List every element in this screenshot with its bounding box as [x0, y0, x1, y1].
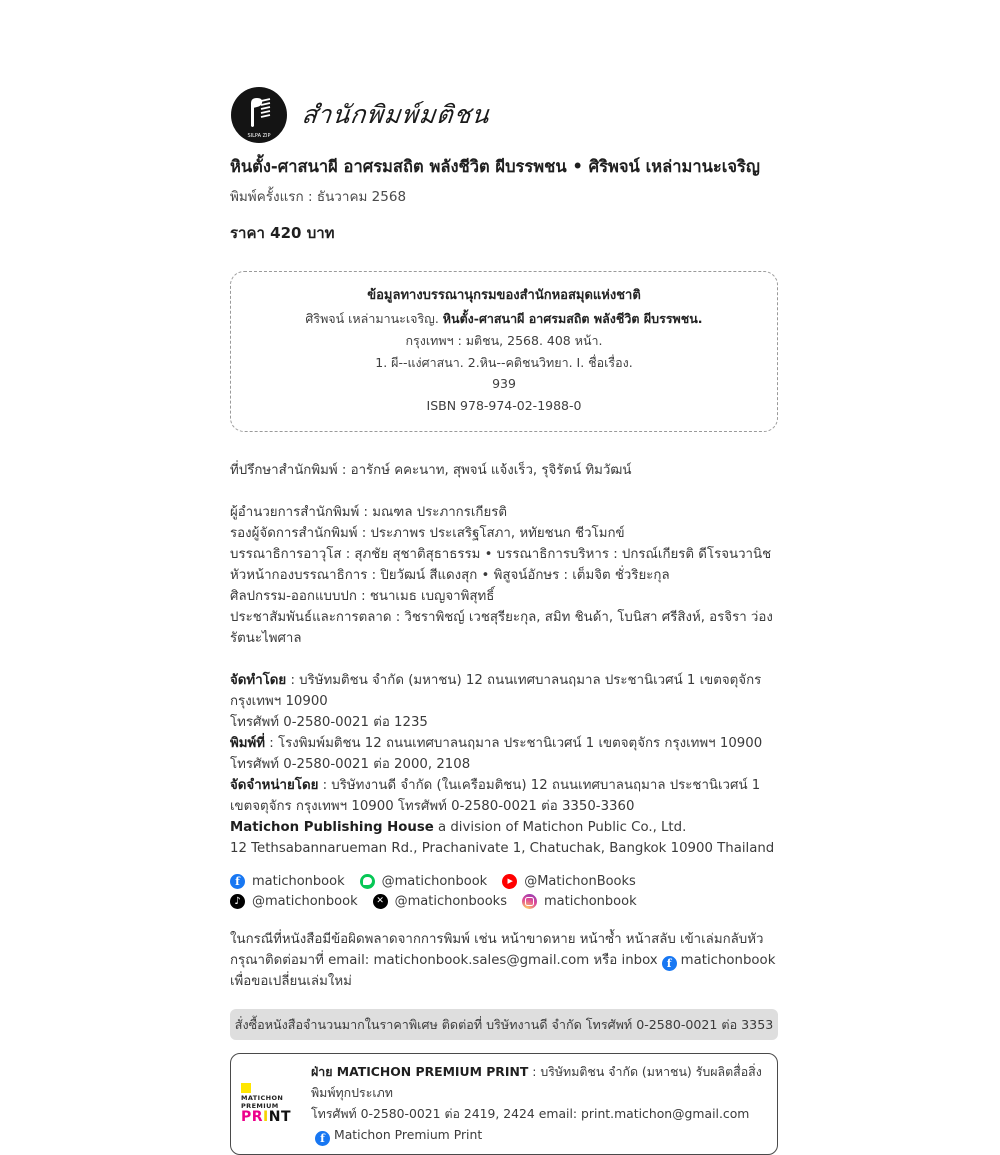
production-block [230, 670, 778, 859]
instagram-handle: matichonbook [544, 893, 637, 909]
premium-facebook-handle: Matichon Premium Print [334, 1127, 483, 1143]
chief-editor-line: หัวหน้ากองบรรณาธิการ : ปิยวัฒน์ สีแดงสุก • พิสูจน์อักษร : เต็มจิต ชั่วริยะกุล [230, 568, 670, 584]
x-twitter-icon [373, 894, 388, 909]
imprint-page [230, 84, 778, 1155]
made-by-line [230, 670, 778, 712]
social-handles [230, 871, 778, 911]
facebook-icon [662, 956, 677, 971]
social-row-1 [230, 871, 778, 891]
printed-at-rest: : โรงพิมพ์มติชน 12 ถนนเทศบาลนฤมาล ประชานิเวศน์ 1 เขตจตุจักร กรุงเทพฯ 10900 [265, 736, 763, 752]
premium-logo-line1: MATICHON [241, 1093, 284, 1102]
youtube-icon [502, 874, 517, 889]
matichon-silpa-logo-icon [230, 86, 288, 144]
director-line: ผู้อำนวยการสำนักพิมพ์ : มณฑล ประภากรเกียรติ [230, 505, 508, 521]
svg-text:SILPA ZIP: SILPA ZIP [247, 133, 271, 139]
printed-at-label: พิมพ์ที่ [230, 736, 266, 752]
pr-marketing-line: ประชาสัมพันธ์และการตลาด : วิชราพิชญ์ เวชสุรียะกุล, สมิท ชินด้า, โบนิสา ศรีสิงห์, อรจิรา ว่องรัตนะไพศาล [230, 610, 773, 647]
youtube-handle: @MatichonBooks [524, 873, 636, 889]
house-en-rest: a division of Matichon Public Co., Ltd. [433, 820, 687, 836]
printed-at-line [230, 733, 778, 754]
premium-line-1 [311, 1061, 765, 1103]
price-line: ราคา 420 บาท [230, 224, 335, 242]
distributor-rest: : บริษัทงานดี จำกัด (ในเครือมติชน) 12 ถนนเทศบาลนฤมาล ประชานิเวศน์ 1 [318, 778, 761, 794]
distributor-line2: เขตจตุจักร กรุงเทพฯ 10900 โทรศัพท์ 0-2580-0021 ต่อ 3350-3360 [230, 799, 635, 815]
distributor-line [230, 775, 778, 796]
book-title: หินตั้ง-ศาสนาผี อาศรมสถิต พลังชีวิต ผีบรรพชน • ศิริพจน์ เหล่ามานะเจริญ [230, 157, 760, 176]
errata-line-2 [230, 950, 778, 992]
premium-line1-label: ฝ่าย MATICHON PREMIUM PRINT [311, 1064, 529, 1080]
cip-isbn: ISBN 978-974-02-1988-0 [426, 398, 582, 414]
errata-facebook-handle: matichonbook [680, 953, 776, 969]
staff-block [230, 502, 778, 649]
cip-subjects: 1. ผี--แง่ศาสนา. 2.หิน--คติชนวิทยา. I. ชื่อเรื่อง. [375, 354, 633, 370]
cip-header: ข้อมูลทางบรรณานุกรมของสำนักหอสมุดแห่งชาติ [367, 288, 641, 303]
address-en-line: 12 Tethsabannarueman Rd., Prachanivate 1, Chatuchak, Bangkok 10900 Thailand [230, 841, 775, 857]
premium-print-box [230, 1053, 778, 1155]
premium-line2-pre: โทรศัพท์ 0-2580-0021 ต่อ 2419, 2424 email: print.matichon@gmail.com [311, 1106, 750, 1122]
cip-box [230, 271, 778, 432]
facebook-handle: matichonbook [252, 873, 345, 889]
yellow-square-icon [241, 1083, 251, 1093]
house-en-line [230, 817, 778, 838]
publisher-brand [230, 84, 778, 146]
errata-line-1: ในกรณีที่หนังสือมีข้อผิดพลาดจากการพิมพ์ เช่น หน้าขาดหาย หน้าซ้ำ หน้าสลับ เข้าเล่มกลับหัว [230, 932, 764, 948]
matichon-premium-print-logo [241, 1083, 299, 1124]
house-en-label: Matichon Publishing House [230, 820, 434, 836]
distributor-label: จัดจำหน่ายโดย [230, 778, 319, 794]
facebook-icon [315, 1131, 330, 1146]
premium-logo-line2: PREMIUM [241, 1101, 279, 1110]
cip-author-title [249, 308, 759, 330]
tiktok-icon [230, 894, 245, 909]
deputy-manager-line: รองผู้จัดการสำนักพิมพ์ : ประภาพร ประเสริฐโสภา, หทัยชนก ชีวโมกข์ [230, 526, 625, 542]
senior-editor-line: บรรณาธิการอาวุโส : สุภชัย สุชาติสุธาธรรม • บรรณาธิการบริหาร : ปกรณ์เกียรติ ดีโรจนวานิช [230, 547, 772, 563]
cip-ddc: 939 [492, 376, 516, 392]
line-icon [360, 874, 375, 889]
social-row-2 [230, 891, 778, 911]
x-handle: @matichonbooks [394, 893, 507, 909]
errata-note [230, 929, 778, 992]
errata-line2-pre: กรุณาติดต่อมาที่ email: matichonbook.sales@gmail.com หรือ inbox [230, 953, 658, 969]
line-handle: @matichonbook [381, 873, 488, 889]
errata-line2-post: เพื่อขอเปลี่ยนเล่มใหม่ [230, 974, 352, 990]
advisors-line: ที่ปรึกษาสำนักพิมพ์ : อารักษ์ คคะนาท, สุพจน์ แจ้งเร็ว, รุจิรัตน์ ทิมวัฒน์ [230, 463, 632, 479]
cip-author: ศิริพจน์ เหล่ามานะเจริญ. [305, 310, 443, 326]
printed-at-tel-line: โทรศัพท์ 0-2580-0021 ต่อ 2000, 2108 [230, 757, 471, 773]
cip-title: หินตั้ง-ศาสนาผี อาศรมสถิต พลังชีวิต ผีบรรพชน. [442, 310, 703, 326]
bulk-order-text: สั่งซื้อหนังสือจำนวนมากในราคาพิเศษ ติดต่อที่ บริษัทงานดี จำกัด โทรศัพท์ 0-2580-0021 ต่อ 3353 [234, 1016, 774, 1032]
made-by-tel-line: โทรศัพท์ 0-2580-0021 ต่อ 1235 [230, 715, 428, 731]
tiktok-handle: @matichonbook [252, 893, 358, 909]
instagram-icon [522, 894, 537, 909]
premium-logo-print-word: PRINT [241, 1109, 292, 1126]
premium-print-text [311, 1061, 765, 1146]
edition-line: พิมพ์ครั้งแรก : ธันวาคม 2568 [230, 189, 407, 205]
facebook-icon [230, 874, 245, 889]
publisher-script-name: สำนักพิมพ์มติชน [300, 100, 492, 129]
bulk-order-bar [230, 1009, 778, 1040]
premium-line-2 [311, 1103, 765, 1146]
premium-line1-rest: : บริษัทมติชน จำกัด (มหาชน) รับผลิตสื่อสิ่งพิมพ์ทุกประเภท [311, 1064, 762, 1101]
cip-imprint: กรุงเทพฯ : มติชน, 2568. 408 หน้า. [405, 332, 603, 348]
art-design-line: ศิลปกรรม-ออกแบบปก : ชนาเมธ เบญจาพิสุทธิ์ [230, 589, 495, 605]
made-by-label: จัดทำโดย [230, 673, 287, 689]
made-by-rest: : บริษัทมติชน จำกัด (มหาชน) 12 ถนนเทศบาลนฤมาล ประชานิเวศน์ 1 เขตจตุจักร กรุงเทพฯ 10900 [230, 673, 762, 710]
